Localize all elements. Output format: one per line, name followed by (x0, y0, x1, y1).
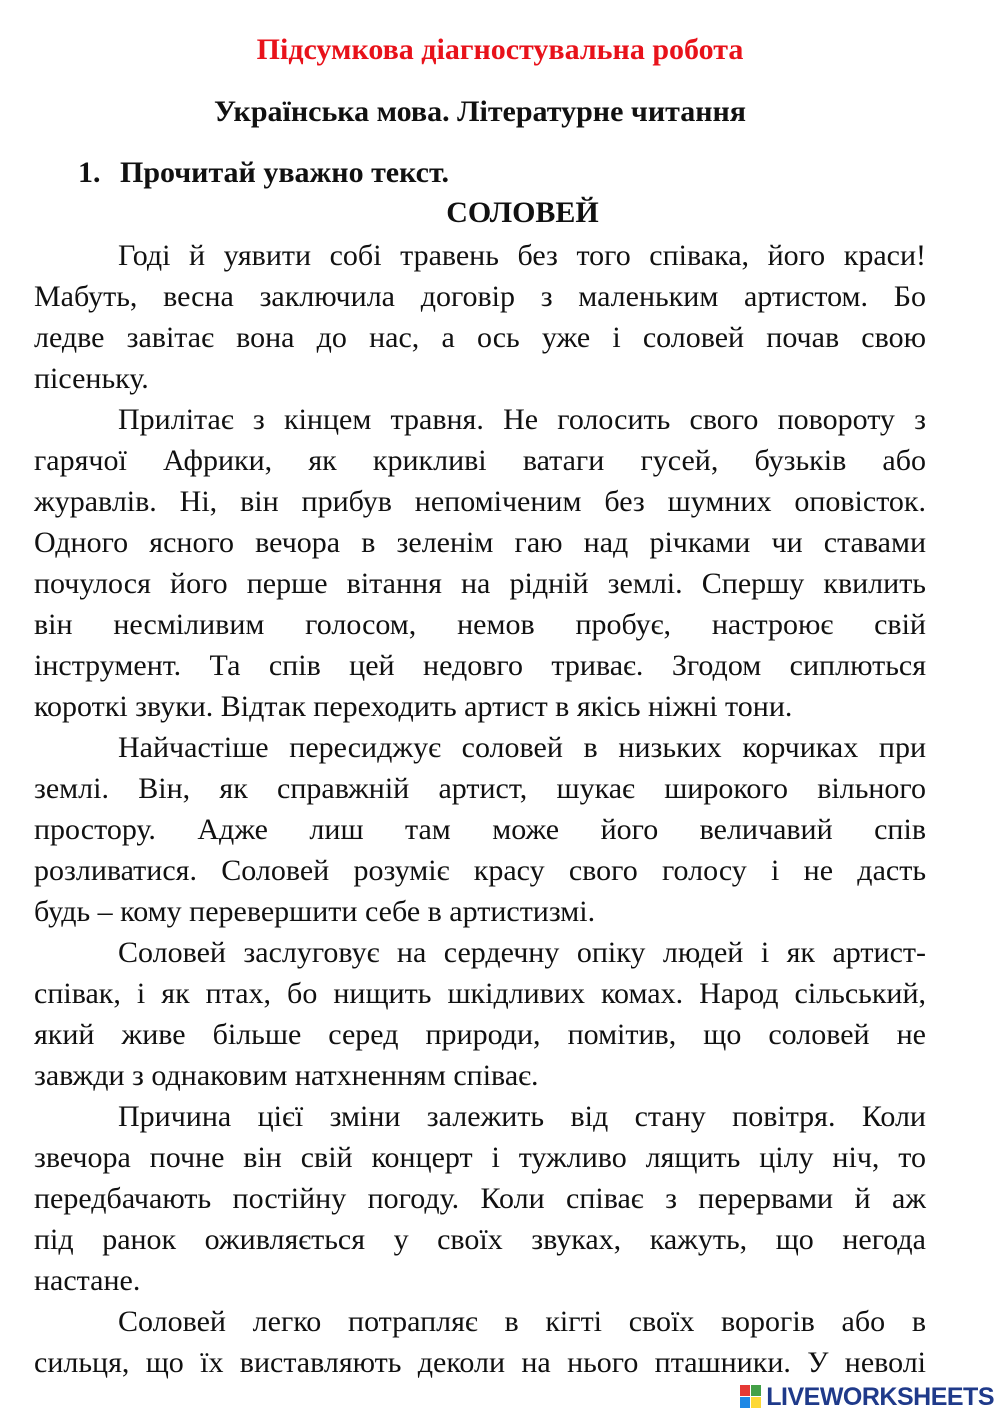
story-text (34, 235, 926, 1383)
story-line: сильця, що їх виставляють деколи на нього пташники. У неволі (34, 1346, 926, 1379)
story-line: ледве завітає вона до нас, а ось уже і соловей почав свою (34, 321, 926, 354)
story-line: простору. Адже лиш там може його величавий спів (34, 813, 926, 846)
story-paragraph (34, 235, 926, 399)
story-line: звечора почне він свій концерт і тужливо лящить цілу ніч, то (34, 1141, 926, 1174)
liveworksheets-logo-icon (740, 1385, 762, 1409)
page-title: Підсумкова діагностувальна робота (256, 33, 744, 66)
story-paragraph (34, 1301, 926, 1383)
story-line: передбачають постійну погоду. Коли співає з перервами й аж (34, 1182, 926, 1215)
story-line: який живе більше серед природи, помітив, що соловей не (34, 1018, 926, 1051)
story-line: завжди з однаковим натхненням співає. (34, 1059, 539, 1092)
liveworksheets-wordmark: LIVEWORKSHEETS (766, 1382, 994, 1411)
story-line: Найчастіше пересиджує соловей в низьких корчиках при (118, 731, 926, 764)
story-line: пісеньку. (34, 362, 149, 395)
task-instruction (78, 153, 449, 193)
story-line: гарячої Африки, як крикливі ватаги гусей, бузьків або (34, 444, 926, 477)
story-paragraph (34, 1096, 926, 1301)
story-paragraph (34, 399, 926, 727)
story-line: землі. Він, як справжній артист, шукає широкого вільного (34, 772, 926, 805)
story-line: Соловей заслуговує на сердечну опіку людей і як артист- (118, 936, 926, 969)
task-text: Прочитай уважно текст. (120, 156, 449, 189)
story-line: розливатися. Соловей розуміє красу свого голосу і не дасть (34, 854, 926, 887)
story-line: інструмент. Та спів цей недовго триває. Згодом сиплються (34, 649, 926, 682)
task-number: 1. (78, 156, 101, 189)
story-paragraph (34, 727, 926, 932)
story-paragraph (34, 932, 926, 1096)
story-line: Мабуть, весна заключила договір з маленьким артистом. Бо (34, 280, 926, 313)
story-line: Соловей легко потрапляє в кігті своїх ворогів або в (118, 1305, 926, 1338)
story-line: Прилітає з кінцем травня. Не голосить свого повороту з (118, 403, 926, 436)
story-line: Одного ясного вечора в зеленім гаю над річками чи ставами (34, 526, 926, 559)
story-line: Причина цієї зміни залежить від стану повітря. Коли (118, 1100, 926, 1133)
story-line: співак, і як птах, бо нищить шкідливих комах. Народ сільський, (34, 977, 926, 1010)
story-line: короткі звуки. Відтак переходить артист в якісь ніжні тони. (34, 690, 793, 723)
story-line: журавлів. Ні, він прибув непоміченим без шумних оповісток. (34, 485, 926, 518)
story-line: Годі й уявити собі травень без того співака, його краси! (118, 239, 926, 272)
story-title: СОЛОВЕЙ (446, 196, 599, 229)
story-line: він несміливим голосом, немов пробує, настроює свій (34, 608, 926, 641)
subject-subtitle: Українська мова. Літературне читання (213, 95, 747, 128)
liveworksheets-watermark (734, 1382, 994, 1412)
story-line: під ранок оживляється у своїх звуках, кажуть, що негода (34, 1223, 926, 1256)
story-line: будь – кому перевершити себе в артистизмі. (34, 895, 596, 928)
story-line: почулося його перше вітання на рідній землі. Спершу квилить (34, 567, 926, 600)
story-line: настане. (34, 1264, 141, 1297)
